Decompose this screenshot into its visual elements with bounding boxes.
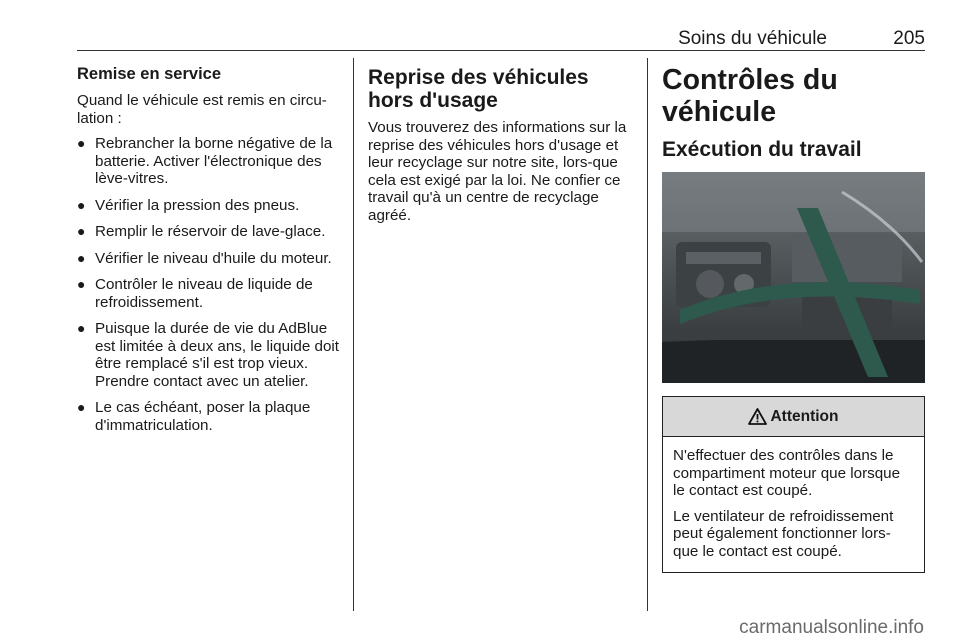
body-text: Vous trouverez des informations sur la reprise des véhicules hors d'usage et leur recyclage sur notre site, lors-que cela est exigé par la loi. Ne confier ce travail qu'à un centre de recyclage agréé. [368,119,627,224]
bullet-icon: ● [77,399,86,415]
section-heading: Remise en service [77,65,222,83]
warning-title: Attention [770,407,839,425]
checklist [77,135,342,434]
bullet-icon: ● [77,276,86,292]
section-title: Soins du véhicule [678,28,827,49]
page-header [77,28,925,51]
list-item: ● Remplir le réservoir de lave-glace. [77,223,326,240]
page-number: 205 [893,28,925,49]
bullet-icon: ● [77,135,86,151]
watermark: carmanualsonline.info [739,617,924,638]
chapter-heading: Contrôles du véhicule [662,64,838,128]
bullet-icon: ● [77,223,86,239]
list-item: ● Le cas échéant, poser la plaque d'immatriculation. [77,399,311,434]
warning-body [663,437,924,572]
column-recommissioning [77,58,342,443]
list-item: ● Vérifier le niveau d'huile du moteur. [77,249,332,267]
list-item: ● Puisque la durée de vie du AdBlue est limitée à deux ans, le liquide doit être remplacé s'il est trop vieux. Prendre contact avec un atelier. [77,320,339,390]
column-divider [353,58,354,611]
warning-triangle-icon [748,408,767,425]
column-vehicle-checks [662,58,925,573]
bullet-icon: ● [77,249,86,266]
section-heading: Exécution du travail [662,138,862,161]
section-heading: Reprise des véhicules hors d'usage [368,66,589,112]
column-divider [647,58,648,611]
intro-text: Quand le véhicule est remis en circu-lation : [77,92,327,127]
warning-header [663,397,924,437]
column-end-of-life [368,58,636,232]
warning-box [662,396,925,573]
warning-text: Le ventilateur de refroidissement peut également fonctionner lors-que le contact est coupé. [673,507,894,560]
list-item: ● Vérifier la pression des pneus. [77,196,300,214]
engine-compartment-photo [662,172,925,383]
warning-text: N'effectuer des contrôles dans le compartiment moteur que lorsque le contact est coupé. [673,447,901,499]
bullet-icon: ● [77,196,86,213]
bullet-icon: ● [77,320,86,336]
list-item: ● Contrôler le niveau de liquide de refroidissement. [77,276,313,311]
list-item: ● Rebrancher la borne négative de la batterie. Activer l'électronique des lève-vitres. [77,135,333,187]
